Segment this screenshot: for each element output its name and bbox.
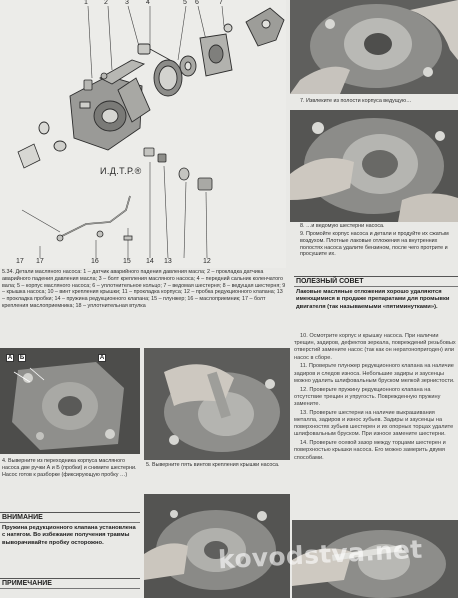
tip-heading: ПОЛЕЗНЫЙ СОВЕТ (294, 276, 458, 287)
step-8-text: 8. …и ведомую шестерни насоса. (300, 223, 385, 229)
step-11-text: 11. Проверьте плунжер редукционного клапана на наличие задиров и следов износа. Небольшие задиры и заусенцы можно удалить шлифовальным бруском мелкой зернистости. (294, 363, 455, 384)
step-10-text: 10. Осмотрите корпус и крышку насоса. При наличии трещин, задиров, дефектов зеркала, повреждений резьбовых отверстий замените насос (так как он нератонопригоден) или насос в сборе. (294, 333, 456, 361)
figure-caption-text: 5.34. Детали масляного насоса: 1 – датчик аварийного падения давления масла; 2 – прокладка датчика аварийного падения давления масла; 3 – болт крепления масляного насоса; 4 – передний сальник коленчатого вала; 5 – корпус масляного насоса; 6 – уплотнительное кольцо; 7 – ведомая шестерня; 8 – ведущая шестерня; 9 – крышка насоса; 10 – винт крепления крышки; 11 – прокладка корпуса; 12 – пробка редукционного клапана; 13 – прокладка пробки; 14 – пружина редукционного клапана; 15 – плунжер; 16 – маслоприемник; 17 – болт крепления маслоприемника; 18 – уплотнительная втулка (2, 269, 286, 309)
note-heading: ПРИМЕЧАНИЕ (0, 578, 140, 589)
callout-bottom-13: 13 (164, 258, 172, 265)
figure-caption (2, 269, 286, 310)
callout-bottom-17a: 17 (16, 258, 24, 265)
callout-bottom-17b: 17 (36, 258, 44, 265)
step-14-text: 14. Проверьте осевой зазор между торцами шестерен и поверхностью крышки насоса. Его можно замерить двумя способами. (294, 440, 446, 461)
step-5-text: 5. Выверните пять винтов крепления крышки насоса. (146, 462, 280, 468)
label-a-photo: A (99, 355, 105, 361)
oil-pump-drawing (0, 0, 286, 268)
photo-step-5 (144, 348, 290, 460)
watermark: kovodstva.net (217, 534, 424, 575)
step-13-text: 13. Проверьте шестерни на наличие выкрашивания металла, задиров и износ зубьев. Задиры и заусенцы на поверхностях зубьев шестерен и их опорных торцах удалите шлифовальным бруском. При износе замените шестерни. (294, 409, 454, 438)
step-4-text: 4. Выверните из переходника корпуса масляного насоса две ручки А и Б (пробки) и снимите шестерни. Насос готов к разборке (фиксирующую пробку …) (2, 458, 137, 478)
callout-6: 6 (195, 0, 199, 6)
warning-heading: ВНИМАНИЕ (0, 512, 140, 523)
warning-text: Пружина редукционного клапана установлена с натягом. Во избежание получения травмы выворачивайте пробку осторожно. (2, 525, 136, 546)
right-body (294, 333, 456, 463)
photo-step-7 (290, 0, 458, 94)
callout-1: 1 (84, 0, 88, 6)
label-a: A (7, 355, 13, 361)
callout-5: 5 (183, 0, 187, 6)
callout-2: 2 (104, 0, 108, 6)
callout-3: 3 (125, 0, 129, 6)
callout-7: 7 (219, 0, 223, 6)
label-b: Б (19, 355, 25, 361)
stamp: И.Д.Т.Р.® (100, 166, 142, 176)
callout-bottom-15: 15 (123, 258, 131, 265)
callout-bottom-12: 12 (203, 258, 211, 265)
photo-step-4 (0, 348, 140, 454)
step-12-text: 12. Проверьте пружину редукционного клапана на отсутствие трещин и упругость. Поврежденную пружину замените. (294, 386, 441, 408)
callout-bottom-16: 16 (91, 258, 99, 265)
tip-text: Лаковые масляные отложения хорошо удаляются имеющимися в продаже препаратами для промывки двигателя (так называемыми «пятиминутками»). (296, 289, 450, 310)
step-9-text: 9. Промойте корпус насоса и детали и продуйте их сжатым воздухом. Плотные лаковые отложения на внутренних полостях насоса удалите бензином, после чего протрите и просушите их. (300, 231, 449, 258)
callout-4: 4 (146, 0, 150, 6)
photo-step-8 (290, 110, 458, 222)
step-7-text: 7. Извлеките из полости корпуса ведущую… (300, 98, 412, 104)
callout-bottom-14: 14 (146, 258, 154, 265)
exploded-diagram (0, 0, 286, 268)
